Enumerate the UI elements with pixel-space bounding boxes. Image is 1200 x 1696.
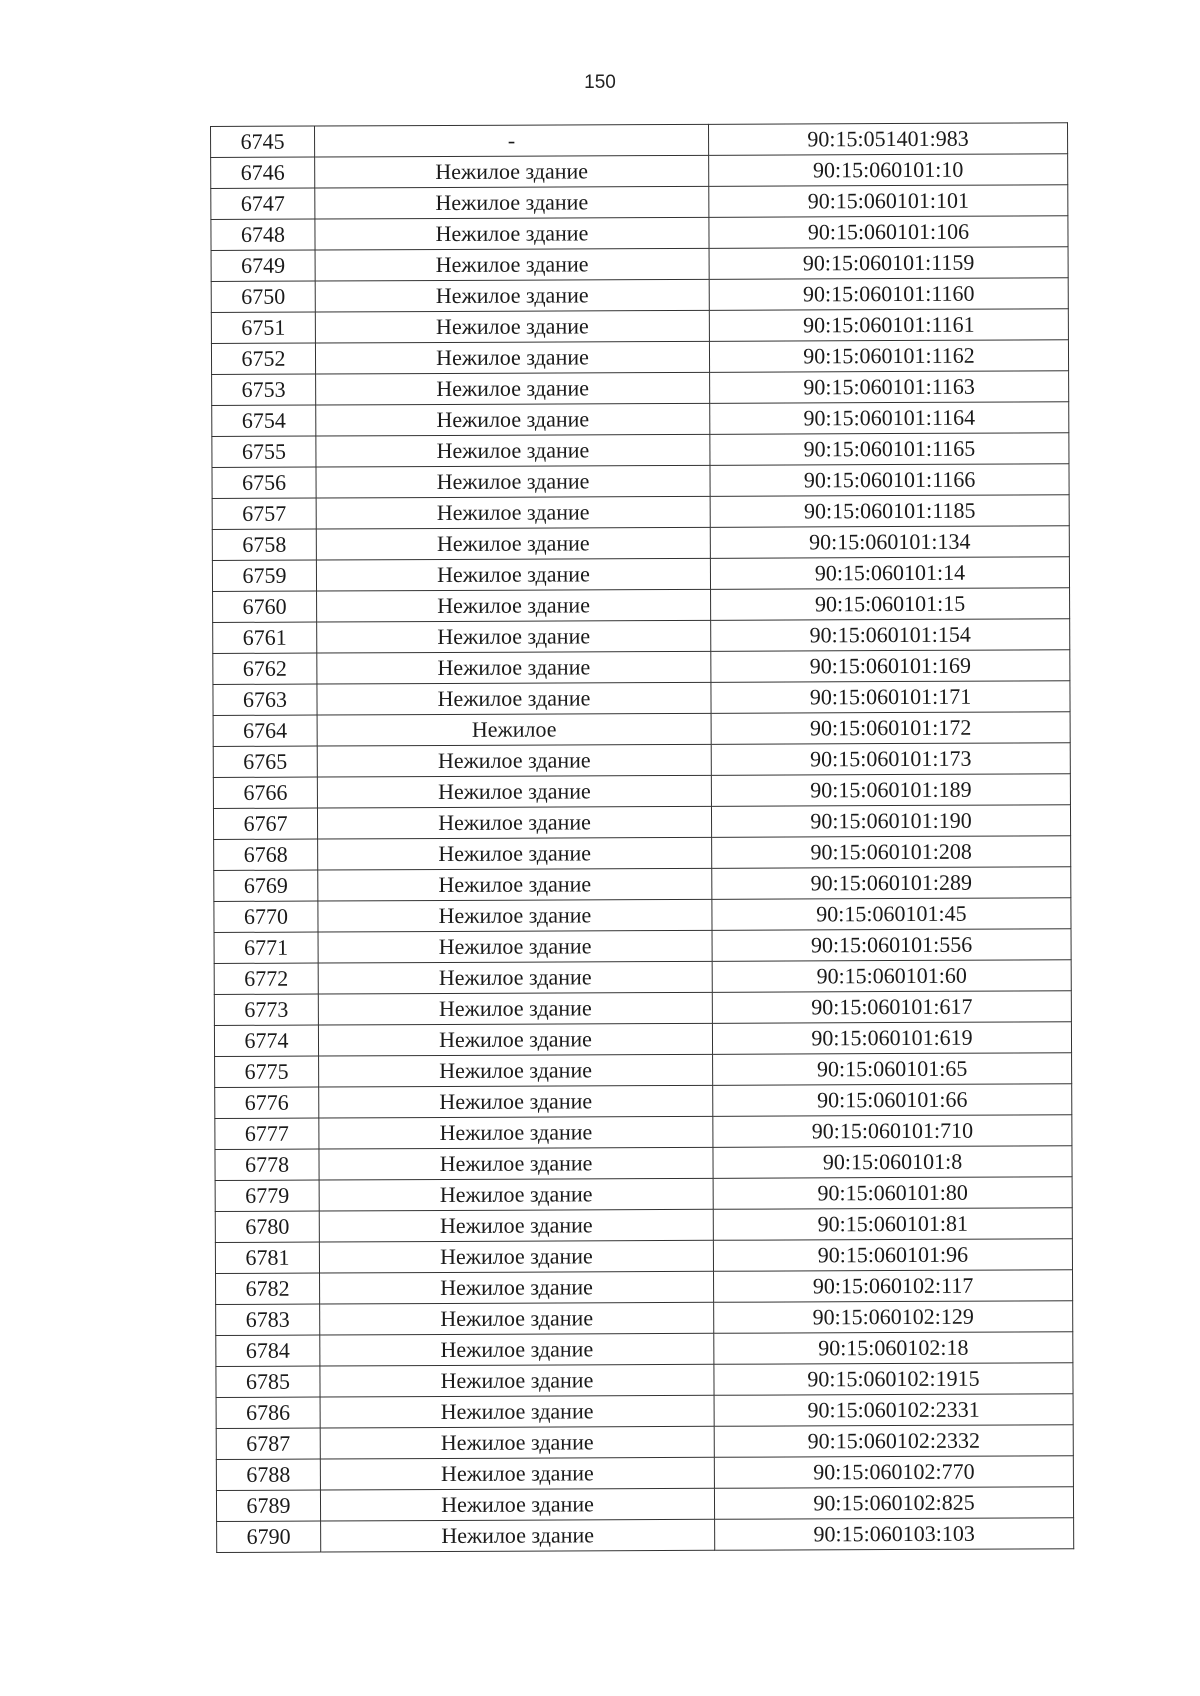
row-number-cell: 6761: [213, 622, 317, 653]
row-number-cell: 6790: [217, 1521, 321, 1552]
row-number-cell: 6788: [216, 1459, 320, 1490]
table-row: [216, 1394, 1073, 1429]
row-number-cell: 6777: [215, 1118, 319, 1149]
cadastral-number-cell: 90:15:060101:1160: [709, 278, 1068, 311]
row-number-cell: 6746: [211, 157, 315, 188]
table-row: [213, 681, 1070, 716]
cadastral-number-cell: 90:15:060101:289: [712, 867, 1071, 900]
object-name-cell: Нежилое здание: [319, 1240, 713, 1273]
table-row: [216, 1425, 1073, 1460]
row-number-cell: 6773: [214, 994, 318, 1025]
table-row: [216, 1332, 1073, 1367]
cadastral-number-cell: 90:15:060102:129: [714, 1301, 1073, 1334]
object-name-cell: Нежилое здание: [320, 1271, 714, 1304]
row-number-cell: 6778: [215, 1149, 319, 1180]
cadastral-number-cell: 90:15:060101:1165: [710, 433, 1069, 466]
cadastral-number-cell: 90:15:060101:101: [709, 185, 1068, 218]
row-number-cell: 6755: [212, 436, 316, 467]
row-number-cell: 6756: [212, 467, 316, 498]
object-name-cell: Нежилое здание: [317, 682, 711, 715]
table-row: [211, 309, 1068, 344]
table-row: [214, 836, 1071, 871]
row-number-cell: 6759: [212, 560, 316, 591]
table-row: [215, 1146, 1072, 1181]
object-name-cell: Нежилое здание: [315, 186, 709, 219]
object-name-cell: Нежилое здание: [316, 465, 710, 498]
cadastral-number-cell: 90:15:060101:710: [713, 1115, 1072, 1148]
cadastral-number-cell: 90:15:060101:60: [712, 960, 1071, 993]
row-number-cell: 6782: [216, 1273, 320, 1304]
object-name-cell: Нежилое здание: [318, 899, 712, 932]
table-row: [217, 1518, 1074, 1553]
table-row: [213, 588, 1070, 623]
cadastral-number-cell: 90:15:060102:117: [714, 1270, 1073, 1303]
object-name-cell: Нежилое здание: [315, 279, 709, 312]
table-row: [212, 526, 1069, 561]
object-name-cell: Нежилое здание: [317, 651, 711, 684]
row-number-cell: 6772: [214, 963, 318, 994]
table-row: [211, 216, 1068, 251]
row-number-cell: 6786: [216, 1397, 320, 1428]
object-name-cell: Нежилое здание: [316, 403, 710, 436]
object-name-cell: Нежилое здание: [315, 155, 709, 188]
cadastral-number-cell: 90:15:060102:825: [714, 1487, 1073, 1520]
object-name-cell: Нежилое здание: [317, 620, 711, 653]
row-number-cell: 6779: [215, 1180, 319, 1211]
object-name-cell: Нежилое здание: [316, 558, 710, 591]
cadastral-number-cell: 90:15:060101:619: [712, 1022, 1071, 1055]
cadastral-number-cell: 90:15:060102:18: [714, 1332, 1073, 1365]
object-name-cell: Нежилое здание: [316, 434, 710, 467]
row-number-cell: 6783: [216, 1304, 320, 1335]
cadastral-number-cell: 90:15:060101:65: [713, 1053, 1072, 1086]
table-row: [212, 371, 1069, 406]
cadastral-number-cell: 90:15:060101:1162: [709, 340, 1068, 373]
cadastral-number-cell: 90:15:060101:81: [713, 1208, 1072, 1241]
row-number-cell: 6774: [214, 1025, 318, 1056]
row-number-cell: 6753: [212, 374, 316, 405]
object-name-cell: Нежилое здание: [318, 868, 712, 901]
cadastral-number-cell: 90:15:060101:189: [711, 774, 1070, 807]
table-row: [214, 867, 1071, 902]
object-name-cell: Нежилое здание: [320, 1426, 714, 1459]
table-row: [215, 1208, 1072, 1243]
table-row: [211, 278, 1068, 313]
table-row: [216, 1363, 1073, 1398]
object-name-cell: Нежилое здание: [319, 1116, 713, 1149]
cadastral-number-cell: 90:15:060101:556: [712, 929, 1071, 962]
table-row: [213, 743, 1070, 778]
page-number: 150: [584, 72, 616, 93]
row-number-cell: 6750: [211, 281, 315, 312]
object-name-cell: Нежилое здание: [318, 992, 712, 1025]
table-row: [214, 898, 1071, 933]
row-number-cell: 6769: [214, 870, 318, 901]
object-name-cell: Нежилое здание: [315, 341, 709, 374]
row-number-cell: 6758: [212, 529, 316, 560]
object-name-cell: Нежилое здание: [320, 1488, 714, 1521]
row-number-cell: 6789: [216, 1490, 320, 1521]
table-row: [216, 1456, 1073, 1491]
cadastral-number-cell: 90:15:060102:770: [714, 1456, 1073, 1489]
cadastral-number-cell: 90:15:060101:134: [710, 526, 1069, 559]
object-name-cell: -: [315, 124, 709, 157]
object-name-cell: Нежилое здание: [319, 1209, 713, 1242]
table-row: [215, 1084, 1072, 1119]
cadastral-number-cell: 90:15:060101:66: [713, 1084, 1072, 1117]
table-row: [213, 712, 1070, 747]
table-row: [212, 433, 1069, 468]
object-name-cell: Нежилое здание: [318, 961, 712, 994]
object-name-cell: Нежилое здание: [315, 310, 709, 343]
table-row: [214, 929, 1071, 964]
object-name-cell: Нежилое здание: [318, 930, 712, 963]
cadastral-number-cell: 90:15:060101:1164: [710, 402, 1069, 435]
object-name-cell: Нежилое здание: [320, 1457, 714, 1490]
registry-table: [210, 122, 1074, 1553]
row-number-cell: 6766: [213, 777, 317, 808]
row-number-cell: 6775: [215, 1056, 319, 1087]
table-row: [212, 402, 1069, 437]
table-row: [215, 1053, 1072, 1088]
object-name-cell: Нежилое здание: [320, 1302, 714, 1335]
row-number-cell: 6754: [212, 405, 316, 436]
row-number-cell: 6760: [213, 591, 317, 622]
object-name-cell: Нежилое здание: [320, 1395, 714, 1428]
row-number-cell: 6771: [214, 932, 318, 963]
cadastral-number-cell: 90:15:051401:983: [708, 123, 1067, 156]
object-name-cell: Нежилое здание: [321, 1519, 715, 1552]
table-row: [215, 1115, 1072, 1150]
row-number-cell: 6752: [211, 343, 315, 374]
object-name-cell: Нежилое здание: [317, 589, 711, 622]
cadastral-number-cell: 90:15:060101:190: [711, 805, 1070, 838]
row-number-cell: 6787: [216, 1428, 320, 1459]
row-number-cell: 6770: [214, 901, 318, 932]
cadastral-number-cell: 90:15:060101:1161: [709, 309, 1068, 342]
object-name-cell: Нежилое здание: [316, 496, 710, 529]
table-row: [211, 123, 1068, 158]
table-row: [214, 960, 1071, 995]
object-name-cell: Нежилое здание: [316, 372, 710, 405]
object-name-cell: Нежилое здание: [319, 1054, 713, 1087]
table-row: [212, 464, 1069, 499]
row-number-cell: 6762: [213, 653, 317, 684]
cadastral-number-cell: 90:15:060101:154: [711, 619, 1070, 652]
cadastral-number-cell: 90:15:060102:2332: [714, 1425, 1073, 1458]
table-body: [211, 123, 1074, 1553]
row-number-cell: 6767: [213, 808, 317, 839]
cadastral-number-cell: 90:15:060101:14: [710, 557, 1069, 590]
row-number-cell: 6785: [216, 1366, 320, 1397]
row-number-cell: 6751: [211, 312, 315, 343]
cadastral-number-cell: 90:15:060101:15: [711, 588, 1070, 621]
row-number-cell: 6757: [212, 498, 316, 529]
cadastral-number-cell: 90:15:060103:103: [715, 1518, 1074, 1551]
cadastral-number-cell: 90:15:060101:106: [709, 216, 1068, 249]
object-name-cell: Нежилое здание: [319, 1147, 713, 1180]
table-row: [216, 1301, 1073, 1336]
table-row: [211, 185, 1068, 220]
table-row: [211, 340, 1068, 375]
object-name-cell: Нежилое здание: [320, 1364, 714, 1397]
object-name-cell: Нежилое здание: [318, 1023, 712, 1056]
cadastral-number-cell: 90:15:060101:1185: [710, 495, 1069, 528]
object-name-cell: Нежилое здание: [319, 1178, 713, 1211]
cadastral-number-cell: 90:15:060101:171: [711, 681, 1070, 714]
row-number-cell: 6745: [211, 126, 315, 157]
object-name-cell: Нежилое: [317, 713, 711, 746]
table-row: [213, 650, 1070, 685]
row-number-cell: 6764: [213, 715, 317, 746]
table-row: [212, 495, 1069, 530]
cadastral-number-cell: 90:15:060101:10: [709, 154, 1068, 187]
row-number-cell: 6776: [215, 1087, 319, 1118]
table-row: [212, 557, 1069, 592]
cadastral-number-cell: 90:15:060101:45: [712, 898, 1071, 931]
table-row: [211, 154, 1068, 189]
table-row: [216, 1487, 1073, 1522]
row-number-cell: 6781: [215, 1242, 319, 1273]
table-row: [211, 247, 1068, 282]
object-name-cell: Нежилое здание: [319, 1085, 713, 1118]
object-name-cell: Нежилое здание: [317, 744, 711, 777]
object-name-cell: Нежилое здание: [316, 527, 710, 560]
row-number-cell: 6748: [211, 219, 315, 250]
row-number-cell: 6784: [216, 1335, 320, 1366]
object-name-cell: Нежилое здание: [315, 217, 709, 250]
table-row: [215, 1177, 1072, 1212]
cadastral-number-cell: 90:15:060101:169: [711, 650, 1070, 683]
table-row: [213, 774, 1070, 809]
table-row: [213, 805, 1070, 840]
row-number-cell: 6768: [214, 839, 318, 870]
table-row: [214, 1022, 1071, 1057]
row-number-cell: 6765: [213, 746, 317, 777]
object-name-cell: Нежилое здание: [317, 806, 711, 839]
object-name-cell: Нежилое здание: [318, 837, 712, 870]
cadastral-number-cell: 90:15:060102:2331: [714, 1394, 1073, 1427]
cadastral-number-cell: 90:15:060101:208: [712, 836, 1071, 869]
cadastral-number-cell: 90:15:060101:173: [711, 743, 1070, 776]
cadastral-number-cell: 90:15:060101:8: [713, 1146, 1072, 1179]
object-name-cell: Нежилое здание: [315, 248, 709, 281]
cadastral-number-cell: 90:15:060101:1159: [709, 247, 1068, 280]
table-row: [216, 1270, 1073, 1305]
cadastral-number-cell: 90:15:060101:1163: [710, 371, 1069, 404]
cadastral-number-cell: 90:15:060101:1166: [710, 464, 1069, 497]
table-row: [213, 619, 1070, 654]
object-name-cell: Нежилое здание: [317, 775, 711, 808]
cadastral-number-cell: 90:15:060101:617: [712, 991, 1071, 1024]
table-row: [214, 991, 1071, 1026]
table-row: [215, 1239, 1072, 1274]
cadastral-number-cell: 90:15:060102:1915: [714, 1363, 1073, 1396]
row-number-cell: 6749: [211, 250, 315, 281]
cadastral-number-cell: 90:15:060101:96: [713, 1239, 1072, 1272]
row-number-cell: 6763: [213, 684, 317, 715]
cadastral-number-cell: 90:15:060101:80: [713, 1177, 1072, 1210]
row-number-cell: 6780: [215, 1211, 319, 1242]
row-number-cell: 6747: [211, 188, 315, 219]
object-name-cell: Нежилое здание: [320, 1333, 714, 1366]
cadastral-number-cell: 90:15:060101:172: [711, 712, 1070, 745]
